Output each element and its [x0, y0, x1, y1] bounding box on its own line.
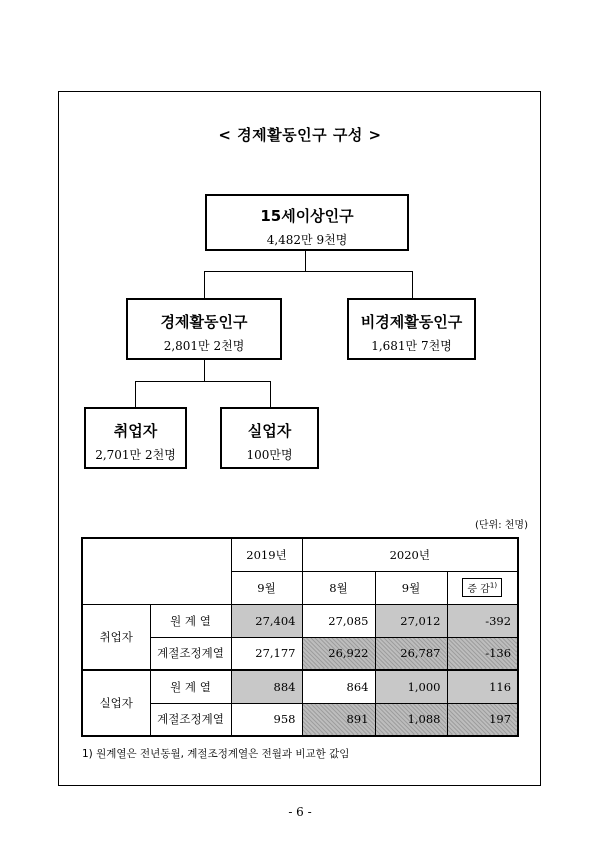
cell-value: 864	[302, 670, 375, 703]
box-value: 100만명	[246, 448, 293, 462]
header-change	[447, 571, 518, 604]
page-number: - 6 -	[288, 805, 312, 819]
cell-value: 27,085	[302, 604, 375, 637]
cell-value: 27,012	[375, 604, 447, 637]
footnote-text: 원계열은 전년동월, 계절조정계열은 전월과 비교한 값임	[96, 748, 350, 760]
connector-level1-horizontal	[204, 271, 413, 272]
header-2019: 2019년	[231, 538, 302, 571]
header-blank	[82, 538, 231, 604]
box-value: 4,482만 9천명	[266, 233, 348, 247]
header-2020-sep: 9월	[375, 571, 447, 604]
box-label: 비경제활동인구	[360, 313, 463, 331]
header-2019-sep: 9월	[231, 571, 302, 604]
box-label: 취업자	[113, 422, 158, 440]
employment-table	[81, 537, 519, 737]
box-value: 1,681만 7천명	[371, 339, 452, 353]
box-label: 경제활동인구	[160, 313, 248, 331]
footnote	[82, 746, 349, 761]
cell-value: 197	[447, 703, 518, 736]
cell-value: 1,000	[375, 670, 447, 703]
box-value: 2,701만 2천명	[95, 448, 176, 462]
box-economically-active	[126, 298, 282, 360]
box-employed	[84, 407, 187, 469]
connector-unemployed-up	[270, 381, 271, 407]
row-label: 계절조정계열	[150, 703, 231, 736]
table-header-row	[82, 538, 518, 571]
box-unemployed	[220, 407, 319, 469]
cell-value: -136	[447, 637, 518, 670]
connector-active-up	[204, 271, 205, 298]
cell-value: 958	[231, 703, 302, 736]
group-unemployed: 실업자	[82, 670, 150, 736]
connector-level2-horizontal	[135, 381, 271, 382]
box-label: 15세이상인구	[260, 207, 354, 225]
connector-inactive-up	[412, 271, 413, 298]
group-employed: 취업자	[82, 604, 150, 670]
cell-value: 1,088	[375, 703, 447, 736]
unit-label: (단위: 천명)	[475, 520, 528, 531]
header-2020-aug: 8월	[302, 571, 375, 604]
footnote-mark: 1)	[82, 748, 93, 760]
box-label: 실업자	[247, 422, 292, 440]
header-change-note: 1)	[489, 581, 498, 590]
connector-root-down	[305, 251, 306, 272]
cell-value: 26,787	[375, 637, 447, 670]
row-label: 원 계 열	[150, 604, 231, 637]
table-row	[82, 604, 518, 637]
cell-value: 884	[231, 670, 302, 703]
row-label: 원 계 열	[150, 670, 231, 703]
cell-value: 116	[447, 670, 518, 703]
header-2020: 2020년	[302, 538, 518, 571]
table-row	[82, 670, 518, 703]
cell-value: 891	[302, 703, 375, 736]
page-title: < 경제활동인구 구성 >	[218, 126, 382, 144]
cell-value: 26,922	[302, 637, 375, 670]
box-economically-inactive	[347, 298, 476, 360]
box-working-age-population	[205, 194, 409, 251]
cell-value: 27,404	[231, 604, 302, 637]
connector-active-down	[204, 360, 205, 382]
row-label: 계절조정계열	[150, 637, 231, 670]
cell-value: -392	[447, 604, 518, 637]
box-value: 2,801만 2천명	[163, 339, 245, 353]
connector-employed-up	[135, 381, 136, 407]
header-change-label: 증 감	[467, 584, 490, 595]
cell-value: 27,177	[231, 637, 302, 670]
